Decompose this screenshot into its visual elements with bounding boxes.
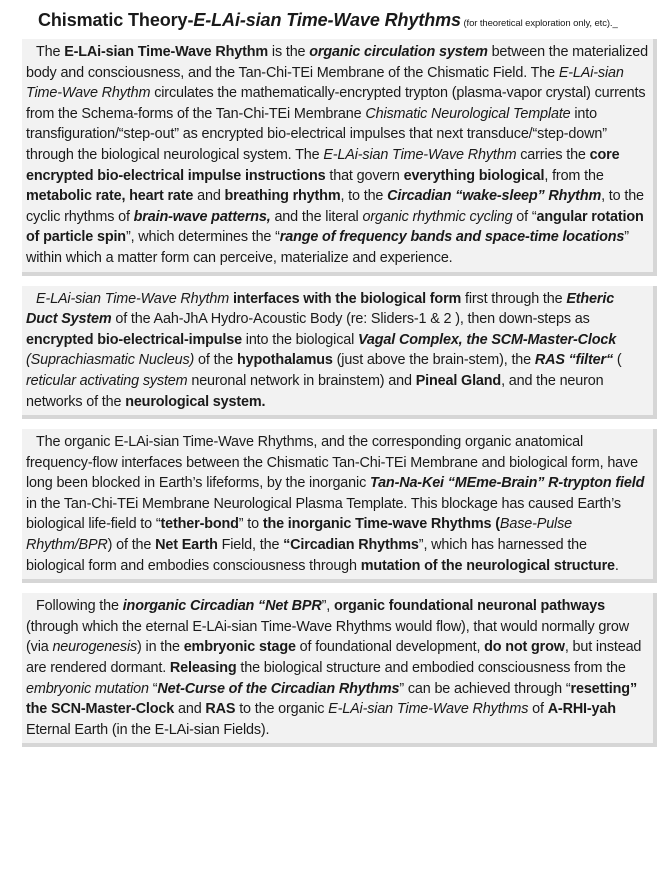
text-run: embryonic stage [183,639,296,656]
text-run: ” to [238,516,263,533]
text-run: Circadian “wake-sleep” Rhythm [387,188,602,205]
text-run: embryonic mutation [26,680,149,697]
text-run: first through the [461,290,567,307]
document-title [38,10,657,31]
text-run: The organic E-LAi-sian Time-Wave Rhythms, and the corresponding organic anatomical frequency-flow interfaces between the Chismatic Tan-Chi-TEi Membrane and biological form, have long been blocked in Earth’s lifeforms, by the inorganic [26,434,638,492]
text-run: reticular activating system [26,372,188,389]
text-run: E-LAi-sian Time-Wave Rhythm [36,290,230,307]
text-run: Net Earth [155,537,218,554]
text-run: of the Aah-JhA Hydro-Acoustic Body (re: Sliders-1 & 2 ), then down-steps as [111,311,590,328]
text-run: . [614,557,619,574]
text-run: organic circulation system [309,44,488,60]
paragraph-3 [22,429,657,583]
text-run: the biological structure and embodied consciousness from the [236,660,626,677]
text-run: do not grow [484,639,565,656]
text-run: neuronal network in brainstem) and [187,372,416,389]
title-main: Chismatic Theory- [38,10,194,30]
text-run: ) in the [137,639,184,656]
paragraph-1 [22,39,657,276]
text-run: that govern [325,167,404,184]
text-run: neurogenesis [52,639,138,656]
text-run: to the organic [235,701,329,718]
text-run: ( [613,352,622,369]
text-run: Chismatic Neurological Template [365,105,571,122]
text-run: “ [148,680,158,697]
text-run: between the materialized body and consciousness, and the Tan-Chi-TEi Membrane of the Chismatic Field. The [26,44,648,81]
text-run: Releasing [169,660,237,677]
text-run: Base-Pulse Rhythm/BPR [26,516,572,554]
text-run: “Circadian Rhythms [283,537,419,554]
text-run: of foundational development, [295,639,485,656]
text-run: hypothalamus [237,352,333,369]
text-run: A-RHI-yah [547,701,616,718]
text-run: organic rhythmic cycling [362,208,513,225]
text-run: Following the [36,598,123,615]
text-run: Pineal Gland [415,372,502,389]
text-run: Etheric Duct System [26,290,615,328]
text-run: neurological system. [125,393,266,410]
text-run: mutation of the neurological structure [360,557,615,574]
title-note: (for theoretical exploration only, etc)._ [460,18,618,29]
paragraph-4 [22,593,657,747]
text-run: E-LAi-sian Time-Wave Rhythm [26,64,624,102]
text-run: breathing rhythm [224,188,341,205]
text-run: , from the [544,167,604,184]
text-run: ”, which determines the “ [125,229,280,246]
text-run: angular rotation of particle spin [26,208,644,246]
text-run: ” can be achieved through “ [399,680,571,697]
text-run: (through which the eternal E-LAi-sian Time-Wave Rhythms would flow), that would normally grow (via [26,618,629,656]
text-run: (just above the brain-stem), the [332,352,535,369]
text-run: Vagal Complex, the SCM-Master-Clock [358,331,617,348]
text-run: Field, the [217,537,284,554]
text-run: , but instead are rendered dormant. [26,639,642,677]
text-run: , and the neuron networks of the [26,372,604,410]
text-run: is the [268,44,310,60]
text-run: and [174,701,206,718]
paragraph-2 [22,286,657,420]
text-run: , to the [340,188,388,205]
text-run: tether-bond [160,516,239,533]
text-run: (Suprachiasmatic Nucleus) [26,352,195,369]
text-run: Tan-Na-Kei “MEme-Brain” R-trypton field [369,475,645,492]
text-run: RAS “filter“ [534,352,614,369]
text-run: circulates the mathematically-encrypted trypton (plasma-vapor crystal) currents from the Schema-forms of the Tan-Chi-TEi Membrane [26,85,646,122]
text-run: in the Tan-Chi-TEi Membrane Neurological Plasma Template. This blockage has caused Earth’s biological life-field to “ [26,495,621,533]
text-run: encrypted bio-electrical-impulse [26,331,242,348]
text-run: of the [194,352,238,369]
text-run: Eternal Earth (in the E-LAi-sian Fields). [26,721,270,738]
text-run: The [36,44,65,60]
text-run: inorganic Circadian “Net BPR [122,598,322,615]
text-run: range of frequency bands and space-time locations [279,229,625,246]
text-run: and [193,188,225,205]
text-run: carries the [516,146,590,163]
text-run: ”, [321,598,334,615]
text-run: the inorganic Time-wave Rhythms ( [262,516,500,533]
text-run: Net-Curse of the Circadian Rhythms [157,680,400,697]
text-run: of [528,701,548,718]
text-run: metabolic rate, heart rate [26,188,194,205]
text-run: ”, which has harnessed the biological form and embodies consciousness through [26,537,587,574]
text-run: ) of the [107,537,156,554]
text-run: RAS [205,701,236,718]
text-run: into the biological [241,331,358,348]
text-run: of “ [512,208,537,225]
text-run: E-LAi-sian Time-Wave Rhythms [328,701,529,718]
text-run: and the literal [270,208,363,225]
text-run: ” within which a matter form can perceive, materialize and experience. [26,229,629,266]
text-run: interfaces with the biological form [232,290,462,307]
text-run: brain-wave patterns, [133,208,271,225]
text-run: core encrypted bio-electrical impulse instructions [26,146,620,184]
text-run: resetting” the SCN-Master-Clock [26,680,637,718]
text-run: E-LAi-sian Time-Wave Rhythm [64,44,269,60]
text-run: into transfiguration/“step-out” as encrypted bio-electrical impulses that next transduce/“step-down” through the biological neurological system. The [26,105,607,163]
title-italic: E-LAi-sian Time-Wave Rhythms [193,10,461,30]
text-run: E-LAi-sian Time-Wave Rhythm [323,146,517,163]
text-run: , to the cyclic rhythms of [26,188,644,225]
text-run: organic foundational neuronal pathways [333,598,605,615]
text-run: everything biological [403,167,545,184]
